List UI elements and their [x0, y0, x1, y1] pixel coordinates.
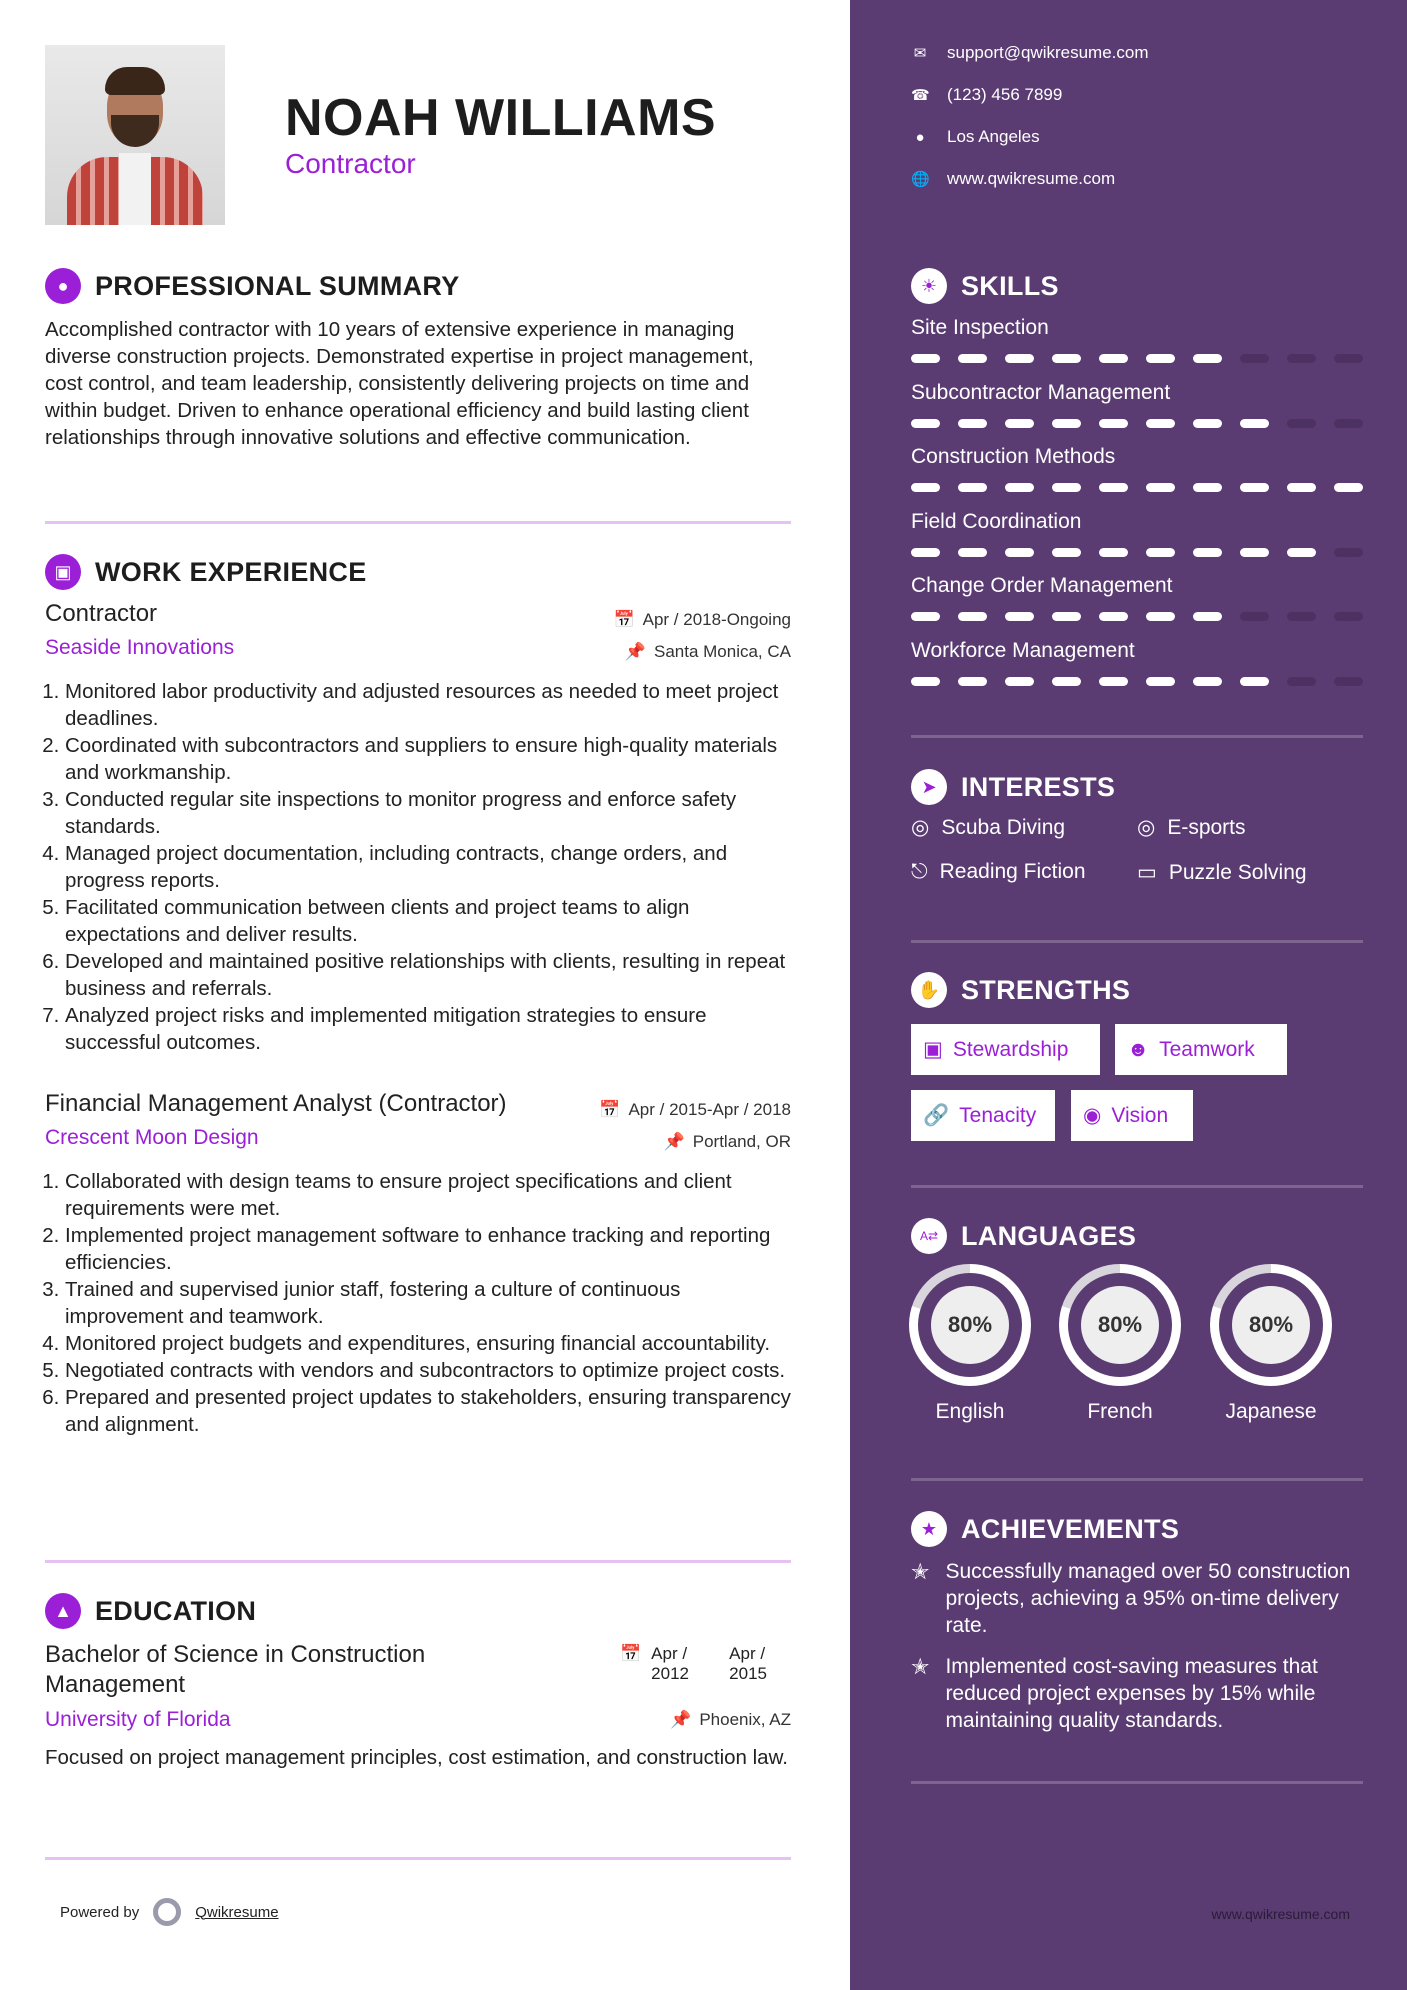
skill-dash-filled	[1052, 354, 1081, 363]
skill-level-bar	[911, 419, 1363, 429]
job-location: 📌 Portland, OR	[663, 1132, 791, 1151]
profile-photo	[45, 45, 225, 225]
skill-dash-filled	[1005, 419, 1034, 428]
paper-plane-icon: ➤	[911, 769, 947, 805]
language-gauge-japanese: 80%	[1210, 1264, 1332, 1386]
education-location: 📌 Phoenix, AZ	[670, 1710, 791, 1729]
gamepad-icon: ⎋	[911, 860, 928, 883]
language-gauge-english: 80%	[909, 1264, 1031, 1386]
strength-badge: ☻ Teamwork	[1115, 1024, 1287, 1075]
fist-icon: ✋	[911, 972, 947, 1008]
skill-dash-filled	[958, 419, 987, 428]
skill-level-bar	[911, 612, 1363, 622]
list-item: 5. Negotiated contracts with vendors and subcontractors to optimize project costs.	[65, 1357, 797, 1384]
job-location: 📌 Santa Monica, CA	[624, 642, 791, 661]
skill-dash-empty	[1334, 677, 1363, 686]
summary-text: Accomplished contractor with 10 years of extensive experience in managing diverse construction projects. Demonstrated expertise in project management, cost control, and team leadership, consistently delivering projects on time and within budget. Driven to enhance operational efficiency and build lasting client relationships through innovative solutions and effective communication.	[45, 318, 754, 449]
job-company: Crescent Moon Design	[45, 1126, 259, 1149]
skill-dash-filled	[1334, 483, 1363, 492]
shooting-star-icon: ✭	[911, 1559, 930, 1584]
language-gauge-french: 80%	[1059, 1264, 1181, 1386]
skill-dash-filled	[958, 483, 987, 492]
skill-dash-filled	[911, 354, 940, 363]
list-item: 7. Analyzed project risks and implemented mitigation strategies to ensure successful outcomes.	[65, 1002, 797, 1056]
footer-powered-by: Powered by Qwikresume	[60, 1898, 279, 1926]
map-pin-icon: ●	[915, 128, 925, 146]
divider	[911, 1781, 1363, 1784]
skill-level-bar	[911, 677, 1363, 687]
skill-level-bar	[911, 483, 1363, 493]
strengths-heading: ✋ STRENGTHS	[911, 972, 1130, 1008]
skill-dash-filled	[1099, 612, 1128, 621]
skill-dash-filled	[1193, 548, 1222, 557]
list-item: 4. Managed project documentation, including contracts, change orders, and progress reports.	[65, 840, 797, 894]
achievement-item: ✭ Implemented cost-saving measures that reduced project expenses by 15% while maintaining quality standards.	[911, 1654, 1318, 1732]
education-heading: ▲ EDUCATION	[45, 1593, 256, 1629]
briefcase-icon: ▣	[45, 554, 81, 590]
list-item: 2. Implemented project management software to enhance tracking and reporting efficiencies.	[65, 1222, 797, 1276]
skill-dash-filled	[1099, 354, 1128, 363]
divider	[911, 1185, 1363, 1188]
footer-url[interactable]: www.qwikresume.com	[1211, 1906, 1350, 1922]
pin-icon: 📌	[670, 1710, 692, 1729]
list-item: 1. Monitored labor productivity and adjusted resources as needed to meet project deadlines.	[65, 678, 797, 732]
sidebar	[850, 0, 1407, 1990]
interest-item: ⎋ Reading Fiction	[911, 860, 1086, 883]
skill-dash-filled	[1052, 677, 1081, 686]
skill-dash-filled	[1146, 677, 1175, 686]
skill-dash-filled	[1193, 677, 1222, 686]
skill-dash-filled	[1099, 419, 1128, 428]
skill-dash-filled	[1240, 677, 1269, 686]
skill-dash-filled	[1005, 612, 1034, 621]
strength-badge: 🔗 Tenacity	[911, 1090, 1055, 1141]
contact-location: ● Los Angeles	[911, 127, 1040, 147]
book-icon: ▭	[1137, 861, 1157, 884]
skill-dash-filled	[1146, 419, 1175, 428]
shooting-star-icon: ✭	[911, 1654, 930, 1679]
achievements-heading: ★ ACHIEVEMENTS	[911, 1511, 1179, 1547]
contact-email[interactable]: ✉ support@qwikresume.com	[911, 43, 1149, 63]
candidate-title: Contractor	[285, 148, 416, 179]
skill-name: Change Order Management	[911, 574, 1173, 597]
phone-icon: ☎	[911, 87, 930, 104]
skill-name: Site Inspection	[911, 316, 1049, 339]
skill-dash-filled	[1005, 677, 1034, 686]
list-item: 3. Trained and supervised junior staff, fostering a culture of continuous improvement and teamwork.	[65, 1276, 797, 1330]
list-item: 3. Conducted regular site inspections to monitor progress and enforce safety standards.	[65, 786, 797, 840]
divider	[45, 521, 791, 524]
language-name: Japanese	[1225, 1400, 1317, 1423]
skill-dash-filled	[911, 548, 940, 557]
summary-heading: ● PROFESSIONAL SUMMARY	[45, 268, 460, 304]
list-item: 6. Prepared and presented project updates to stakeholders, ensuring transparency and alignment.	[65, 1384, 797, 1438]
skill-dash-filled	[911, 419, 940, 428]
job-entry	[45, 1090, 791, 1438]
skill-dash-empty	[1287, 354, 1316, 363]
skill-name: Workforce Management	[911, 638, 1135, 662]
skill-dash-filled	[1193, 419, 1222, 428]
work-heading: ▣ WORK EXPERIENCE	[45, 554, 367, 590]
skill-dash-filled	[1099, 548, 1128, 557]
skill-dash-filled	[911, 483, 940, 492]
divider	[911, 1478, 1363, 1481]
interest-item: ▭ Puzzle Solving	[1137, 860, 1307, 884]
skill-dash-filled	[1005, 548, 1034, 557]
skill-dash-filled	[958, 677, 987, 686]
translate-icon: A⇄	[911, 1218, 947, 1254]
skill-dash-filled	[1052, 419, 1081, 428]
interest-item: ◎ Scuba Diving	[911, 815, 1066, 839]
school: University of Florida	[45, 1708, 231, 1731]
calendar-icon: 📅	[613, 610, 635, 629]
job-role: Financial Management Analyst (Contractor)	[45, 1090, 507, 1117]
divider	[911, 735, 1363, 738]
life-ring-icon: ◎	[1137, 816, 1156, 839]
skill-dash-empty	[1334, 419, 1363, 428]
skill-name: Subcontractor Management	[911, 380, 1171, 404]
job-dates: 📅 Apr / 2018-Ongoing	[613, 610, 791, 629]
skill-dash-empty	[1287, 419, 1316, 428]
skill-dash-filled	[1005, 354, 1034, 363]
skills-heading: ☀ SKILLS	[911, 268, 1059, 304]
language-name: English	[935, 1400, 1005, 1423]
skill-dash-filled	[911, 677, 940, 686]
job-role: Contractor	[45, 600, 158, 627]
languages-heading: A⇄ LANGUAGES	[911, 1218, 1136, 1254]
calendar-icon: 📅	[599, 1100, 621, 1119]
skill-level-bar	[911, 548, 1363, 558]
divider	[45, 1560, 791, 1563]
strength-badge: ◉ Vision	[1071, 1090, 1193, 1141]
achievement-item: ✭ Successfully managed over 50 construction projects, achieving a 95% on-time delivery rate.	[911, 1559, 1351, 1637]
skill-dash-filled	[1146, 548, 1175, 557]
globe-icon: 🌐	[911, 171, 930, 188]
skill-dash-filled	[1052, 483, 1081, 492]
skill-level-bar	[911, 354, 1363, 364]
users-icon: ☻	[1127, 1037, 1150, 1061]
qwikresume-logo-icon	[153, 1898, 181, 1926]
contact-website[interactable]: 🌐 www.qwikresume.com	[911, 169, 1116, 188]
binoculars-icon: ◉	[1083, 1104, 1102, 1127]
candidate-name: NOAH WILLIAMS	[285, 89, 717, 147]
skill-dash-filled	[1005, 483, 1034, 492]
skill-dash-filled	[1240, 483, 1269, 492]
skill-dash-filled	[1287, 548, 1316, 557]
skill-dash-empty	[1334, 612, 1363, 621]
pin-icon: 📌	[663, 1132, 685, 1151]
job-dates: 📅 Apr / 2015-Apr / 2018	[599, 1100, 791, 1119]
job-company: Seaside Innovations	[45, 636, 235, 659]
user-icon: ●	[45, 268, 81, 304]
job-duties	[45, 1168, 797, 1438]
skill-dash-filled	[958, 354, 987, 363]
education-description: Focused on project management principles, cost estimation, and construction law.	[45, 1746, 788, 1769]
list-item: 5. Facilitated communication between clients and project teams to align expectations and deliver results.	[65, 894, 797, 948]
skill-dash-filled	[1099, 677, 1128, 686]
pin-icon: 📌	[624, 642, 646, 661]
skill-dash-empty	[1334, 548, 1363, 557]
briefcase-icon: ▣	[923, 1038, 943, 1061]
life-ring-icon: ◎	[911, 816, 930, 839]
skill-dash-filled	[958, 612, 987, 621]
skill-dash-filled	[958, 548, 987, 557]
list-item: 1. Collaborated with design teams to ensure project specifications and client requirements were met.	[65, 1168, 797, 1222]
skill-dash-filled	[1193, 483, 1222, 492]
skill-name: Field Coordination	[911, 509, 1082, 533]
education-dates: 📅 Apr / 2012 Apr / 2015	[620, 1644, 767, 1683]
job-duties	[45, 678, 797, 1056]
interests-heading: ➤ INTERESTS	[911, 769, 1115, 805]
skill-dash-filled	[1287, 483, 1316, 492]
degree: Bachelor of Science in Construction Management	[45, 1641, 426, 1698]
skill-dash-filled	[1052, 548, 1081, 557]
divider	[911, 940, 1363, 943]
graduation-icon: ▲	[45, 1593, 81, 1629]
skill-dash-filled	[1240, 419, 1269, 428]
skill-dash-filled	[1099, 483, 1128, 492]
qwikresume-link[interactable]: Qwikresume	[195, 1903, 279, 1921]
skill-dash-empty	[1240, 354, 1269, 363]
calendar-icon: 📅	[620, 1644, 642, 1663]
envelope-icon: ✉	[913, 45, 927, 62]
strength-badge: ▣ Stewardship	[911, 1024, 1100, 1075]
skill-dash-filled	[1193, 612, 1222, 621]
list-item: 6. Developed and maintained positive relationships with clients, resulting in repeat business and referrals.	[65, 948, 797, 1002]
divider	[45, 1857, 791, 1860]
star-icon: ★	[911, 1511, 947, 1547]
contact-phone: ☎ (123) 456 7899	[911, 85, 1063, 104]
skill-dash-empty	[1287, 677, 1316, 686]
skill-dash-filled	[1052, 612, 1081, 621]
skill-dash-empty	[1240, 612, 1269, 621]
interest-item: ◎ E-sports	[1137, 815, 1246, 839]
job-entry	[45, 600, 791, 1056]
skill-dash-empty	[1334, 354, 1363, 363]
skill-dash-empty	[1287, 612, 1316, 621]
skill-name: Construction Methods	[911, 445, 1116, 468]
link-icon: 🔗	[923, 1103, 950, 1127]
skill-dash-filled	[1193, 354, 1222, 363]
lightbulb-icon: ☀	[911, 268, 947, 304]
skill-dash-filled	[911, 612, 940, 621]
list-item: 4. Monitored project budgets and expenditures, ensuring financial accountability.	[65, 1330, 797, 1357]
skill-dash-filled	[1146, 354, 1175, 363]
language-name: French	[1087, 1400, 1153, 1423]
skill-dash-filled	[1146, 483, 1175, 492]
skill-dash-filled	[1240, 548, 1269, 557]
list-item: 2. Coordinated with subcontractors and suppliers to ensure high-quality materials and workmanship.	[65, 732, 797, 786]
skill-dash-filled	[1146, 612, 1175, 621]
